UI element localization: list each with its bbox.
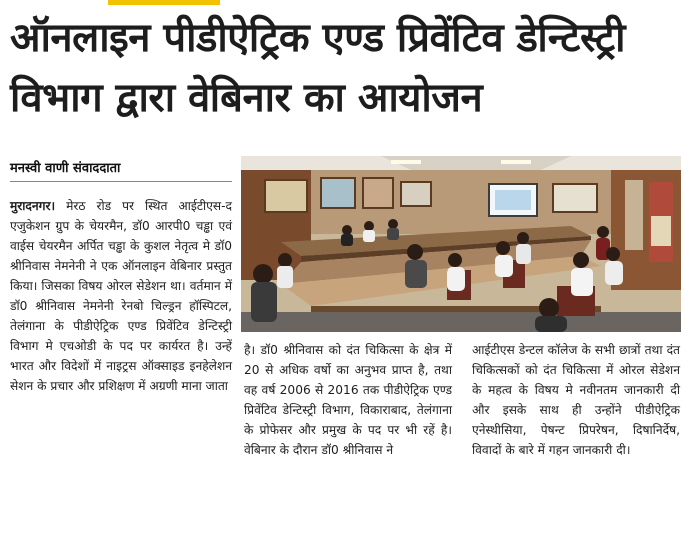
article-column-1	[10, 196, 232, 396]
headline	[10, 15, 682, 136]
article-column-2: है। डॉ0 श्रीनिवास को दंत चिकित्सा के क्षेत्र में 20 से अधिक वर्षो का अनुभव प्राप्त है, तथा वह वर्ष 2006 से 2016 तक पीडीऐट्रिक एण्ड प्रिवेंटिव डेन्टिस्ट्री विभाग, विकाराबाद, तेलंगाना के प्रोफेसर और प्रमुख के पद पर भी रहें है। वेबिनार के दौरान डॉ0 श्रीनिवास ने	[244, 343, 452, 457]
section-accent-bar	[108, 0, 220, 5]
headline-line-2: विभाग द्वारा वेबिनार का आयोजन	[10, 75, 483, 121]
byline-divider	[10, 181, 232, 182]
byline: मनस्वी वाणी संवाददाता	[10, 161, 121, 176]
classroom-photo-illustration	[241, 156, 681, 332]
headline-line-1: ऑनलाइन पीडीऐट्रिक एण्ड प्रिवेंटिव डेन्टिस्ट्री	[10, 15, 626, 61]
news-photo	[241, 156, 681, 332]
article-column-3: आईटीएस डेन्टल कॉलेज के सभी छात्रों तथा दंत चिकित्सकों को दंत चिकित्सा में ओरल सेडेशन के महत्व के विषय मे नवीनतम जानकारी दी और इसके साथ ही उन्होंने पीडीऐट्रिक एनेस्थीसिया, पेषन्ट प्रिपरेषन, दिषानिर्देष, विवादों के बारे में गहन जानकारी दी।	[472, 343, 680, 457]
dateline: मुरादनगर।	[10, 199, 56, 213]
article-column-1-text: मेरठ रोड पर स्थित आईटीएस-द एजुकेशन ग्रुप के चेयरमैन, डॉ0 आरपी0 चड्ढा एवं वाईस चेयरमैन अर्पित चड्ढा के कुशल नेतृत्व मे डॉ0 श्रीनिवास नेमनेनी ने एक ऑनलाइन वेबिनार प्रस्तुत किया। जिसका विषय ओरल सेडेशन था। वर्तमान में डॉ0 श्रीनिवास नेमनेनी रेनबो चिल्ड्रन हॉस्पिटल, तेलंगाना के पीडीऐट्रिक एण्ड प्रिवेंटिव डेन्टिस्ट्री विभाग मे एचओडी के पद पर कार्यरत है। उन्हें भारत और विदेशों में नाइट्रस ऑक्साइड इनहेलेशन सेशन के प्रचार और प्रशिक्षण में अग्रणी माना जाता	[10, 199, 232, 393]
